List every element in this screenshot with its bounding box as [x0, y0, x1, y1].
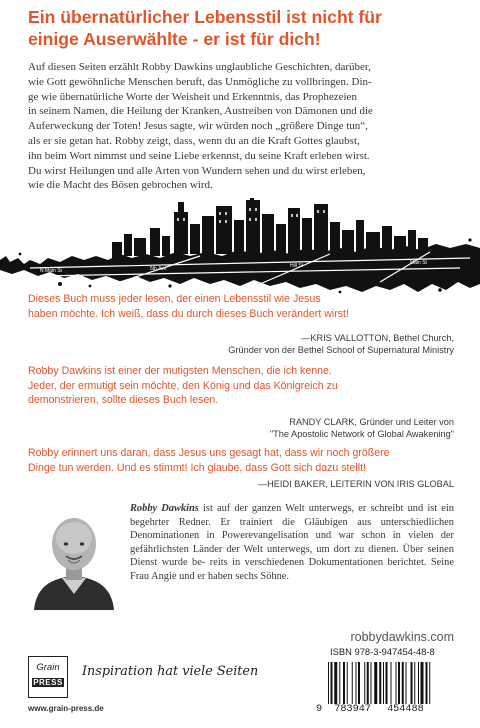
city-skyline-illustration [0, 198, 480, 294]
barcode-bar [406, 662, 407, 704]
barcode-bar [396, 662, 397, 704]
barcode-bar [328, 662, 329, 704]
author-bio-line: Angie und er haben sechs Söhne. [151, 570, 290, 582]
barcode-digits [316, 704, 468, 715]
quote-line: Dinge tun werden. Und es stimmt! Ich glaube, dass Gott sich dazu stellt! [28, 461, 366, 474]
barcode-bar [379, 662, 381, 704]
street-sign: Hill St [290, 263, 304, 269]
publisher-url[interactable]: www.grain-press.de [28, 704, 104, 713]
barcode-bar [391, 662, 392, 704]
barcode-bar [358, 662, 360, 704]
barcode-digit-group-1: 783947 [334, 704, 371, 715]
barcode-bar [352, 662, 353, 704]
author-bio-line: unterschiedlichen Denominationen in Powerevangelisation [130, 516, 454, 542]
quote-1-attribution [74, 332, 454, 357]
headline-line-2: einige Auserwählte - er ist für dich! [28, 29, 321, 49]
quote-line: Dieses Buch muss jeder lesen, der einen Lebensstil wie Jesus [28, 293, 321, 305]
author-bio-line: und ist ein begehrter Redner. Er trainiert die Gläubigen aus [130, 503, 454, 528]
isbn-block [316, 646, 468, 724]
intro-line: wie die Macht des Bösen gebrochen wird. [28, 179, 213, 192]
barcode-bar [364, 662, 365, 704]
intro-line: wie Gott gewöhnliche Menschen beruft, das Unmögliche zu vollbringen. Din- [28, 75, 372, 88]
headline-line-1: Ein übernatürlicher Lebensstil ist nicht für [28, 7, 382, 27]
barcode-bar [347, 662, 348, 704]
quote-line: Jeder, der ermutigt sein möchte, den König und das Königreich zu [28, 379, 338, 392]
intro-line: ihn beim Wort nimmst und seine Liebe erkennst, du seine Kraft erleben wirst. [28, 149, 370, 162]
barcode-bar [367, 662, 369, 704]
street-sign: N Main St [40, 268, 62, 274]
attribution-line: "The Apostolic Network of Global Awakening" [269, 429, 454, 440]
attribution-line: Gründer von der Bethel School of Supernatural Ministry [228, 345, 454, 356]
barcode-bar [429, 662, 430, 704]
quote-3-text [28, 446, 456, 475]
quote-3-attribution [74, 478, 454, 490]
logo-word-press: PRESS [33, 678, 63, 687]
author-bio-line: ist auf der ganzen Welt unterwegs, er schreibt [198, 503, 404, 514]
barcode-bar [339, 662, 340, 704]
barcode-bar [356, 662, 357, 704]
author-photo [28, 508, 120, 610]
barcode-bar [386, 662, 388, 704]
attribution-line: —HEIDI BAKER, LEITERIN VON IRIS GLOBAL [257, 479, 454, 489]
quote-line: Robby Dawkins ist einer der mutigsten Menschen, die ich kenne. [28, 365, 332, 377]
barcode-bar [343, 662, 345, 704]
publisher-logo [28, 656, 68, 698]
barcode-bar [418, 662, 419, 704]
intro-line: Auf diesen Seiten erzählt Robby Dawkins unglaubliche Geschichten, darüber, [28, 61, 371, 73]
intro-line: als er sie getan hat. Robby zeigt, dass, wenn du an die Kraft Gottes glaubst, [28, 134, 360, 147]
barcode-bar [411, 662, 413, 704]
barcode-digit-first: 9 [316, 704, 323, 715]
street-sign: 5th Ave [150, 266, 167, 272]
attribution-line: —KRIS VALLOTTON, Bethel Church, [301, 333, 454, 343]
author-bio-line: und war schon in vielen der gefährlichsten Länder der Welt [130, 530, 454, 555]
barcode-bar [374, 662, 377, 704]
intro-line: ge wie übernatürliche Worte der Weisheit und Erkenntnis, das Prophezeien [28, 90, 357, 103]
barcode-bar [371, 662, 372, 704]
intro-text [28, 60, 458, 193]
intro-line: Auferweckung der Toten! Jesus sagte, wir würden noch „größere Dinge tun“, [28, 120, 368, 133]
quote-1-text [28, 292, 456, 321]
author-bio-line: reits in verschiedenen Dokumentationen berichtet. Seine Frau [130, 557, 454, 582]
isbn-label: ISBN 978-3-947454-48-8 [330, 646, 435, 657]
quote-2-text [28, 364, 456, 408]
intro-line: in seinem Namen, die Heilung der Kranken, Austreiben von Dämonen und die [28, 105, 373, 118]
barcode-bar [383, 662, 384, 704]
quote-line: haben möchte. Ich weiß, dass du durch dieses Buch verändert wirst! [28, 307, 349, 320]
author-website[interactable]: robbydawkins.com [350, 630, 454, 644]
quote-2-attribution [74, 416, 454, 441]
barcode [328, 662, 462, 704]
attribution-line: RANDY CLARK, Gründer und Leiter von [289, 417, 454, 427]
barcode-bar [414, 662, 415, 704]
headline [28, 6, 468, 50]
quote-line: demonstrieren, sollte dieses Buch lesen. [28, 394, 219, 407]
street-sign: Main St [410, 260, 427, 266]
barcode-bar [398, 662, 400, 704]
barcode-bar [331, 662, 333, 704]
author-bio-line: unterwegs, um dort zu dienen. Über seinen Dienst wurde be- [130, 543, 454, 569]
barcode-bar [334, 662, 337, 704]
author-name: Robby Dawkins [130, 503, 199, 514]
barcode-bar [426, 662, 428, 704]
barcode-digit-group-2: 454488 [387, 704, 424, 715]
publisher-tagline: Inspiration hat viele Seiten [82, 664, 259, 679]
logo-word-grain: Grain [36, 662, 60, 673]
intro-line: Du wirst Heilungen und alle Arten von Wundern sehen und du wirst erleben, [28, 164, 366, 177]
barcode-bar [402, 662, 404, 704]
quote-line: Robby erinnert uns daran, dass Jesus uns gesagt hat, dass wir noch größere [28, 447, 390, 459]
author-bio [130, 502, 454, 584]
barcode-bar [421, 662, 424, 704]
